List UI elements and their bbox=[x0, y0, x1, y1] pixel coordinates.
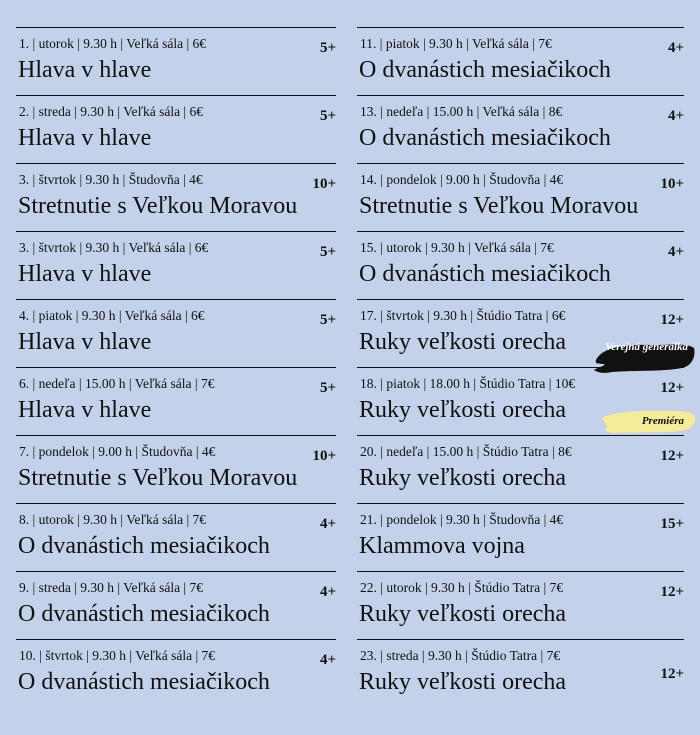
schedule-entry bbox=[357, 367, 684, 435]
entry-title: O dvanástich mesiačikoch bbox=[18, 601, 270, 627]
entry-title: Ruky veľkosti orecha bbox=[359, 397, 567, 423]
badge-label: Premiéra bbox=[641, 415, 684, 427]
entry-meta: 3. | štvrtok | 9.30 h | Veľká sála | 6€ bbox=[19, 240, 209, 255]
entry-meta: 8. | utorok | 9.30 h | Veľká sála | 7€ bbox=[19, 512, 207, 527]
schedule-entry bbox=[16, 503, 336, 571]
entry-meta: 4. | piatok | 9.30 h | Veľká sála | 6€ bbox=[19, 308, 205, 323]
schedule-entry bbox=[357, 27, 684, 95]
entry-title: Hlava v hlave bbox=[18, 397, 152, 423]
entry-meta: 10. | štvrtok | 9.30 h | Veľká sála | 7€ bbox=[19, 648, 216, 663]
entry-title: Ruky veľkosti orecha bbox=[359, 465, 567, 491]
entry-meta: 6. | nedeľa | 15.00 h | Veľká sála | 7€ bbox=[19, 376, 215, 391]
age-rating: 12+ bbox=[660, 448, 684, 464]
entry-title: Stretnutie s Veľkou Moravou bbox=[18, 193, 298, 219]
entry-title: Hlava v hlave bbox=[18, 125, 152, 151]
entry-title: Hlava v hlave bbox=[18, 329, 152, 355]
entry-title: O dvanástich mesiačikoch bbox=[359, 261, 611, 287]
age-rating: 4+ bbox=[667, 108, 684, 124]
schedule-entry bbox=[357, 435, 684, 503]
entry-title: Ruky veľkosti orecha bbox=[359, 329, 567, 355]
schedule-entry bbox=[16, 571, 336, 639]
age-rating: 4+ bbox=[319, 516, 336, 532]
age-rating: 5+ bbox=[319, 312, 336, 328]
entry-meta: 17. | štvrtok | 9.30 h | Štúdio Tatra | 6€ bbox=[360, 308, 566, 323]
age-rating: 5+ bbox=[319, 108, 336, 124]
entry-title: Hlava v hlave bbox=[18, 57, 152, 83]
age-rating: 10+ bbox=[312, 448, 336, 464]
entry-title: O dvanástich mesiačikoch bbox=[359, 57, 611, 83]
age-rating: 10+ bbox=[660, 176, 684, 192]
schedule-entry bbox=[16, 95, 336, 163]
entry-title: Hlava v hlave bbox=[18, 261, 152, 287]
entry-meta: 23. | streda | 9.30 h | Štúdio Tatra | 7€ bbox=[360, 648, 561, 663]
age-rating: 12+ bbox=[660, 584, 684, 600]
age-rating: 15+ bbox=[660, 516, 684, 532]
entry-title: O dvanástich mesiačikoch bbox=[18, 533, 270, 559]
schedule-entry bbox=[357, 95, 684, 163]
entry-meta: 3. | štvrtok | 9.30 h | Študovňa | 4€ bbox=[19, 172, 203, 187]
entry-meta: 7. | pondelok | 9.00 h | Študovňa | 4€ bbox=[19, 444, 216, 459]
schedule-entry bbox=[357, 571, 684, 639]
age-rating: 5+ bbox=[319, 244, 336, 260]
age-rating: 4+ bbox=[319, 584, 336, 600]
age-rating: 12+ bbox=[660, 666, 684, 682]
schedule-entry bbox=[357, 163, 684, 231]
entry-meta: 1. | utorok | 9.30 h | Veľká sála | 6€ bbox=[19, 36, 207, 51]
schedule-entry bbox=[357, 299, 688, 367]
entry-meta: 15. | utorok | 9.30 h | Veľká sála | 7€ bbox=[360, 240, 554, 255]
entry-title: Ruky veľkosti orecha bbox=[359, 601, 567, 627]
entry-meta: 9. | streda | 9.30 h | Veľká sála | 7€ bbox=[19, 580, 204, 595]
schedule-entry bbox=[16, 435, 336, 503]
entry-meta: 2. | streda | 9.30 h | Veľká sála | 6€ bbox=[19, 104, 204, 119]
age-rating: 4+ bbox=[319, 652, 336, 668]
entry-title: Ruky veľkosti orecha bbox=[359, 669, 567, 695]
entry-meta: 11. | piatok | 9.30 h | Veľká sála | 7€ bbox=[360, 36, 552, 51]
schedule-entry bbox=[16, 27, 336, 95]
entry-meta: 18. | piatok | 18.00 h | Štúdio Tatra | 10€ bbox=[360, 376, 576, 391]
schedule-entry bbox=[357, 231, 684, 299]
schedule-entry bbox=[16, 367, 336, 435]
age-rating: 4+ bbox=[667, 40, 684, 56]
entry-meta: 13. | nedeľa | 15.00 h | Veľká sála | 8€ bbox=[360, 104, 563, 119]
age-rating: 12+ bbox=[660, 312, 684, 328]
schedule-entry bbox=[357, 639, 684, 707]
entry-title: O dvanástich mesiačikoch bbox=[18, 669, 270, 695]
entry-meta: 22. | utorok | 9.30 h | Štúdio Tatra | 7€ bbox=[360, 580, 564, 595]
entry-title: Klammova vojna bbox=[359, 533, 525, 559]
schedule-entry bbox=[16, 163, 336, 231]
age-rating: 12+ bbox=[660, 380, 684, 396]
entry-meta: 20. | nedeľa | 15.00 h | Štúdio Tatra | 8€ bbox=[360, 444, 572, 459]
entry-meta: 14. | pondelok | 9.00 h | Študovňa | 4€ bbox=[360, 172, 564, 187]
age-rating: 4+ bbox=[667, 244, 684, 260]
entry-meta: 21. | pondelok | 9.30 h | Študovňa | 4€ bbox=[360, 512, 564, 527]
schedule-entry bbox=[16, 231, 336, 299]
age-rating: 5+ bbox=[319, 380, 336, 396]
age-rating: 10+ bbox=[312, 176, 336, 192]
schedule-column-right bbox=[357, 27, 688, 707]
schedule-column-left bbox=[16, 27, 336, 707]
schedule-entry bbox=[16, 299, 336, 367]
entry-title: Stretnutie s Veľkou Moravou bbox=[359, 193, 639, 219]
premiere-badge bbox=[600, 406, 696, 436]
age-rating: 5+ bbox=[319, 40, 336, 56]
entry-title: Stretnutie s Veľkou Moravou bbox=[18, 465, 298, 491]
schedule-entry bbox=[357, 503, 684, 571]
entry-title: O dvanástich mesiačikoch bbox=[359, 125, 611, 151]
schedule-entry bbox=[16, 639, 336, 707]
badge-label: Verejná generálka bbox=[605, 341, 688, 353]
